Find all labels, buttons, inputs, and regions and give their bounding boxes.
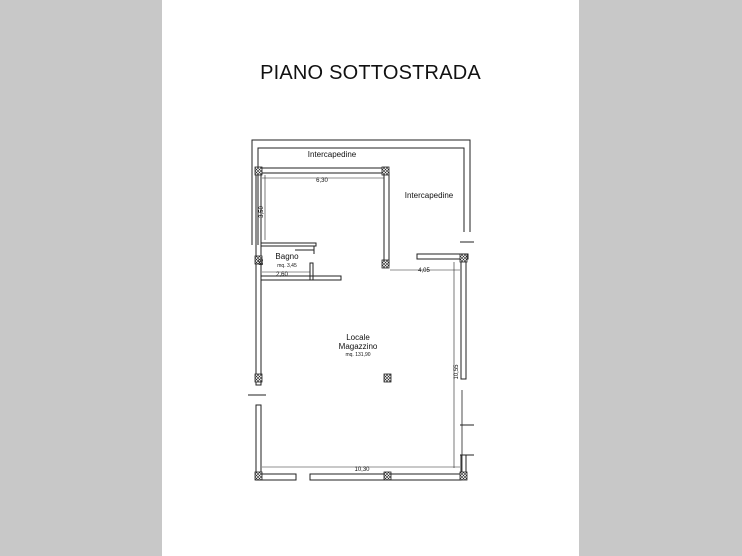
west-wall-lower xyxy=(256,405,261,480)
room-label-intercapedine-side: Intercapedine xyxy=(404,191,454,200)
room-label-intercapedine-top: Intercapedine xyxy=(307,150,357,159)
east-wall xyxy=(461,259,466,379)
dim-label: 10,55 xyxy=(454,364,460,380)
room-label-locale: Locale xyxy=(346,333,370,342)
structural-columns xyxy=(255,167,467,480)
dim-label: 6,30 xyxy=(316,178,328,184)
dim-label: 2,60 xyxy=(276,272,288,278)
room-area-bagno: mq. 3,45 xyxy=(277,263,297,269)
dim-label: 10,30 xyxy=(354,467,370,473)
south-wall-left xyxy=(261,474,296,480)
north-wall xyxy=(258,168,388,173)
dim-label: 85 xyxy=(259,258,265,266)
floor-plan-sheet xyxy=(162,0,579,556)
floor-plan-drawing xyxy=(162,0,579,556)
dim-label: 3,50 xyxy=(259,206,265,218)
center-wall xyxy=(384,173,389,265)
plan-title: PIANO SOTTOSTRADA xyxy=(260,62,481,84)
bathroom-partition-top xyxy=(261,243,316,246)
dim-label: 4,05 xyxy=(418,268,430,274)
room-label-magazzino: Magazzino xyxy=(338,342,378,351)
room-area-locale: mq. 131,90 xyxy=(345,352,371,358)
room-label-bagno: Bagno xyxy=(275,252,299,261)
bathroom-partition-bottom xyxy=(261,276,341,280)
